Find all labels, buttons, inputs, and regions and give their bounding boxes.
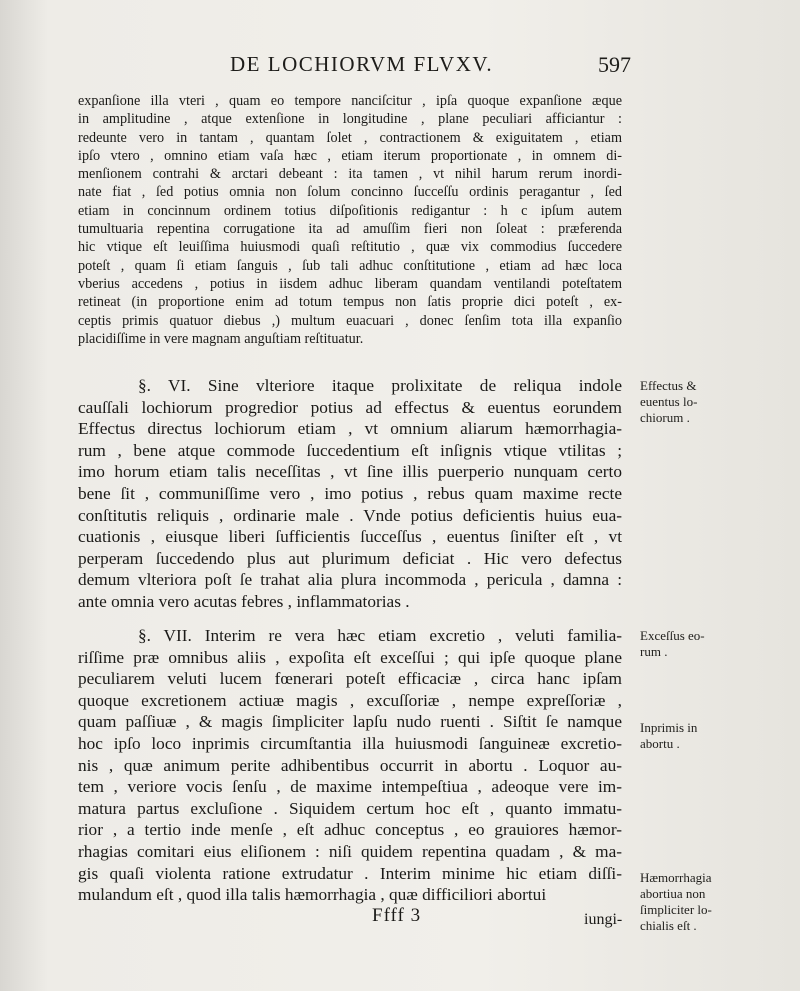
catchword: iungi- [584, 911, 623, 928]
margin-note-line: Inprimis in [640, 720, 698, 735]
signature-mark: Ffff 3 [372, 905, 422, 926]
margin-note-excessus [640, 628, 758, 660]
intro-paragraph [78, 92, 622, 348]
margin-note-line: chiorum . [640, 410, 690, 425]
text-line: tem , veriore vocis ſenſu , de maxime intempeſtiua , adeoque vere im- [78, 777, 622, 797]
text-line: matura partus excluſione . Siquidem certum hoc eſt , quanto immatu- [78, 798, 622, 818]
text-line: §. VII. Interim re vera hæc etiam excretio , veluti familia- [138, 626, 622, 645]
margin-note-line: ſimpliciter lo- [640, 902, 712, 917]
margin-note-haemorrhagia [640, 870, 758, 934]
text-line: ante omnia vero acutas febres , inflammatorias . [78, 591, 410, 611]
margin-note-line: abortiua non [640, 886, 706, 901]
text-line: Effectus directus lochiorum etiam , vt omnium aliarum hæmorrhagia- [78, 419, 622, 439]
text-line: quoque excretionem actiuæ magis , excuſſoriæ , nempe expreſſoriæ , [78, 690, 622, 710]
text-line: in amplitudine , atque extenſione in longitudine , plane peculiari afficiantur : [78, 111, 622, 128]
margin-note-line: Effectus & [640, 378, 697, 393]
text-line: hic vtique eſt leuiſſima huiusmodi quaſi reſtitutio , quæ vix commodius ſuccedere [78, 239, 622, 256]
text-line: imo horum etiam talis neceſſitas , vt ſine illis puerperio nunquam certo [78, 462, 622, 482]
text-line: §. VI. Sine vlteriore itaque prolixitate de reliqua indole [138, 376, 622, 395]
text-line: rhagias comitari eius eliſionem : niſi quidem repentina quadam , & ma- [78, 841, 622, 861]
margin-note-line: chialis eſt . [640, 918, 697, 933]
text-line: mulandum eſt , quod illa talis hæmorrhagia , quæ difficiliori abortui [78, 885, 547, 905]
margin-note-abortu [640, 720, 758, 752]
text-line: vberius accedens , potius in iisdem adhuc liberam quandam ventilandi poteſtatem [78, 275, 622, 292]
text-line: perperam ſuccedendo plus aut plurimum deficiat . Hic vero defectus [78, 548, 622, 568]
text-line: redeunte vero in tantam , quantam ſolet , contractionem & exiguitatem , etiam [78, 129, 622, 146]
text-line: cauſſali lochiorum progredior potius ad effectus & euentus eorundem [78, 397, 622, 417]
text-line: demum vlteriora poſt ſe trahat alia plura incommoda , pericula , damna : [78, 570, 622, 590]
margin-note-line: rum . [640, 644, 668, 659]
text-line: ceptis primis quatuor diebus ,) multum euacuari , donec ſenſim tota illa expanſio [78, 312, 622, 329]
running-head: DE LOCHIORVM FLVXV. [230, 52, 494, 76]
text-line: tumultuaria repentina corrugatione ita ad amuſſim fieri non ſoleat : præferenda [78, 221, 622, 238]
text-line: etiam in concinnum ordinem totius diſpoſitionis redigantur : h c ipſum autem [78, 202, 622, 219]
text-line: menſionem contrahi & arctari debeant : ita tamen , vt nihil harum rerum inordi- [78, 166, 622, 183]
margin-note-effectus [640, 378, 758, 426]
text-line: gis quaſi violenta ratione extrudatur . Interim minime hic etiam diſſi- [78, 863, 622, 883]
margin-note-line: Hæmorrhagia [640, 870, 712, 885]
text-line: hoc ipſo loco inprimis circumſtantia illa huiusmodi ſanguineæ excretio- [78, 733, 622, 753]
text-line: nis , quæ animum perite adhibentibus occurrit in abortu . Loquor au- [78, 755, 622, 775]
text-line: poteſt , quam ſi etiam ſanguis , ſub tali adhuc conſtitutione , etiam ad hæc loca [78, 257, 622, 274]
text-line: riſſime præ omnibus aliis , expoſita eſt exceſſui ; qui ipſe quoque plane [78, 647, 622, 667]
page-number: 597 [598, 52, 631, 77]
margin-note-line: Exceſſus eo- [640, 628, 705, 643]
text-line: rior , a tertio inde menſe , eſt adhuc conceptus , eo grauiores hæmor- [78, 820, 622, 840]
section-6-paragraph [78, 375, 622, 613]
text-line: ipſo vtero , omnino etiam vaſa hæc , etiam iterum proportionate , in omnem di- [78, 147, 622, 164]
margin-note-line: euentus lo- [640, 394, 698, 409]
text-line: placidiſſime in vere magnam anguſtiam reſtituatur. [78, 330, 364, 347]
text-line: bene ſit , communiſſime vero , imo potius , rebus quam maxime recte [78, 483, 622, 503]
text-line: nate fiat , ſed potius omnia non ſolum concinno ſucceſſu ordinis peragantur , ſed [78, 184, 622, 201]
text-line: expanſione illa vteri , quam eo tempore nanciſcitur , ipſa quoque expanſione æque [78, 93, 622, 109]
text-line: peculiarem veluti lucem fœnerari poteſt efficaciæ , circa hanc ipſam [78, 669, 622, 689]
text-line: cuationis , eiusque liberi ſufficientis ſucceſſus , euentus ſiniſter eſt , vt [78, 527, 622, 547]
section-7-paragraph [78, 625, 622, 906]
text-line: rum , bene atque commode ſuccedentium eſt inſignis vtique vtilitas ; [78, 440, 622, 460]
text-line: quam paſſiuæ , & magis ſimpliciter lapſu nudo ruenti . Siſtit ſe namque [78, 712, 622, 732]
margin-note-line: abortu . [640, 736, 680, 751]
text-line: conſtitutis reliquis , ordinarie male . Vnde potius deficientis huius eua- [78, 505, 622, 525]
text-line: retineat (in proportione enim ad totum tempus non ſatis proprie dici poteſt , ex- [78, 294, 622, 311]
